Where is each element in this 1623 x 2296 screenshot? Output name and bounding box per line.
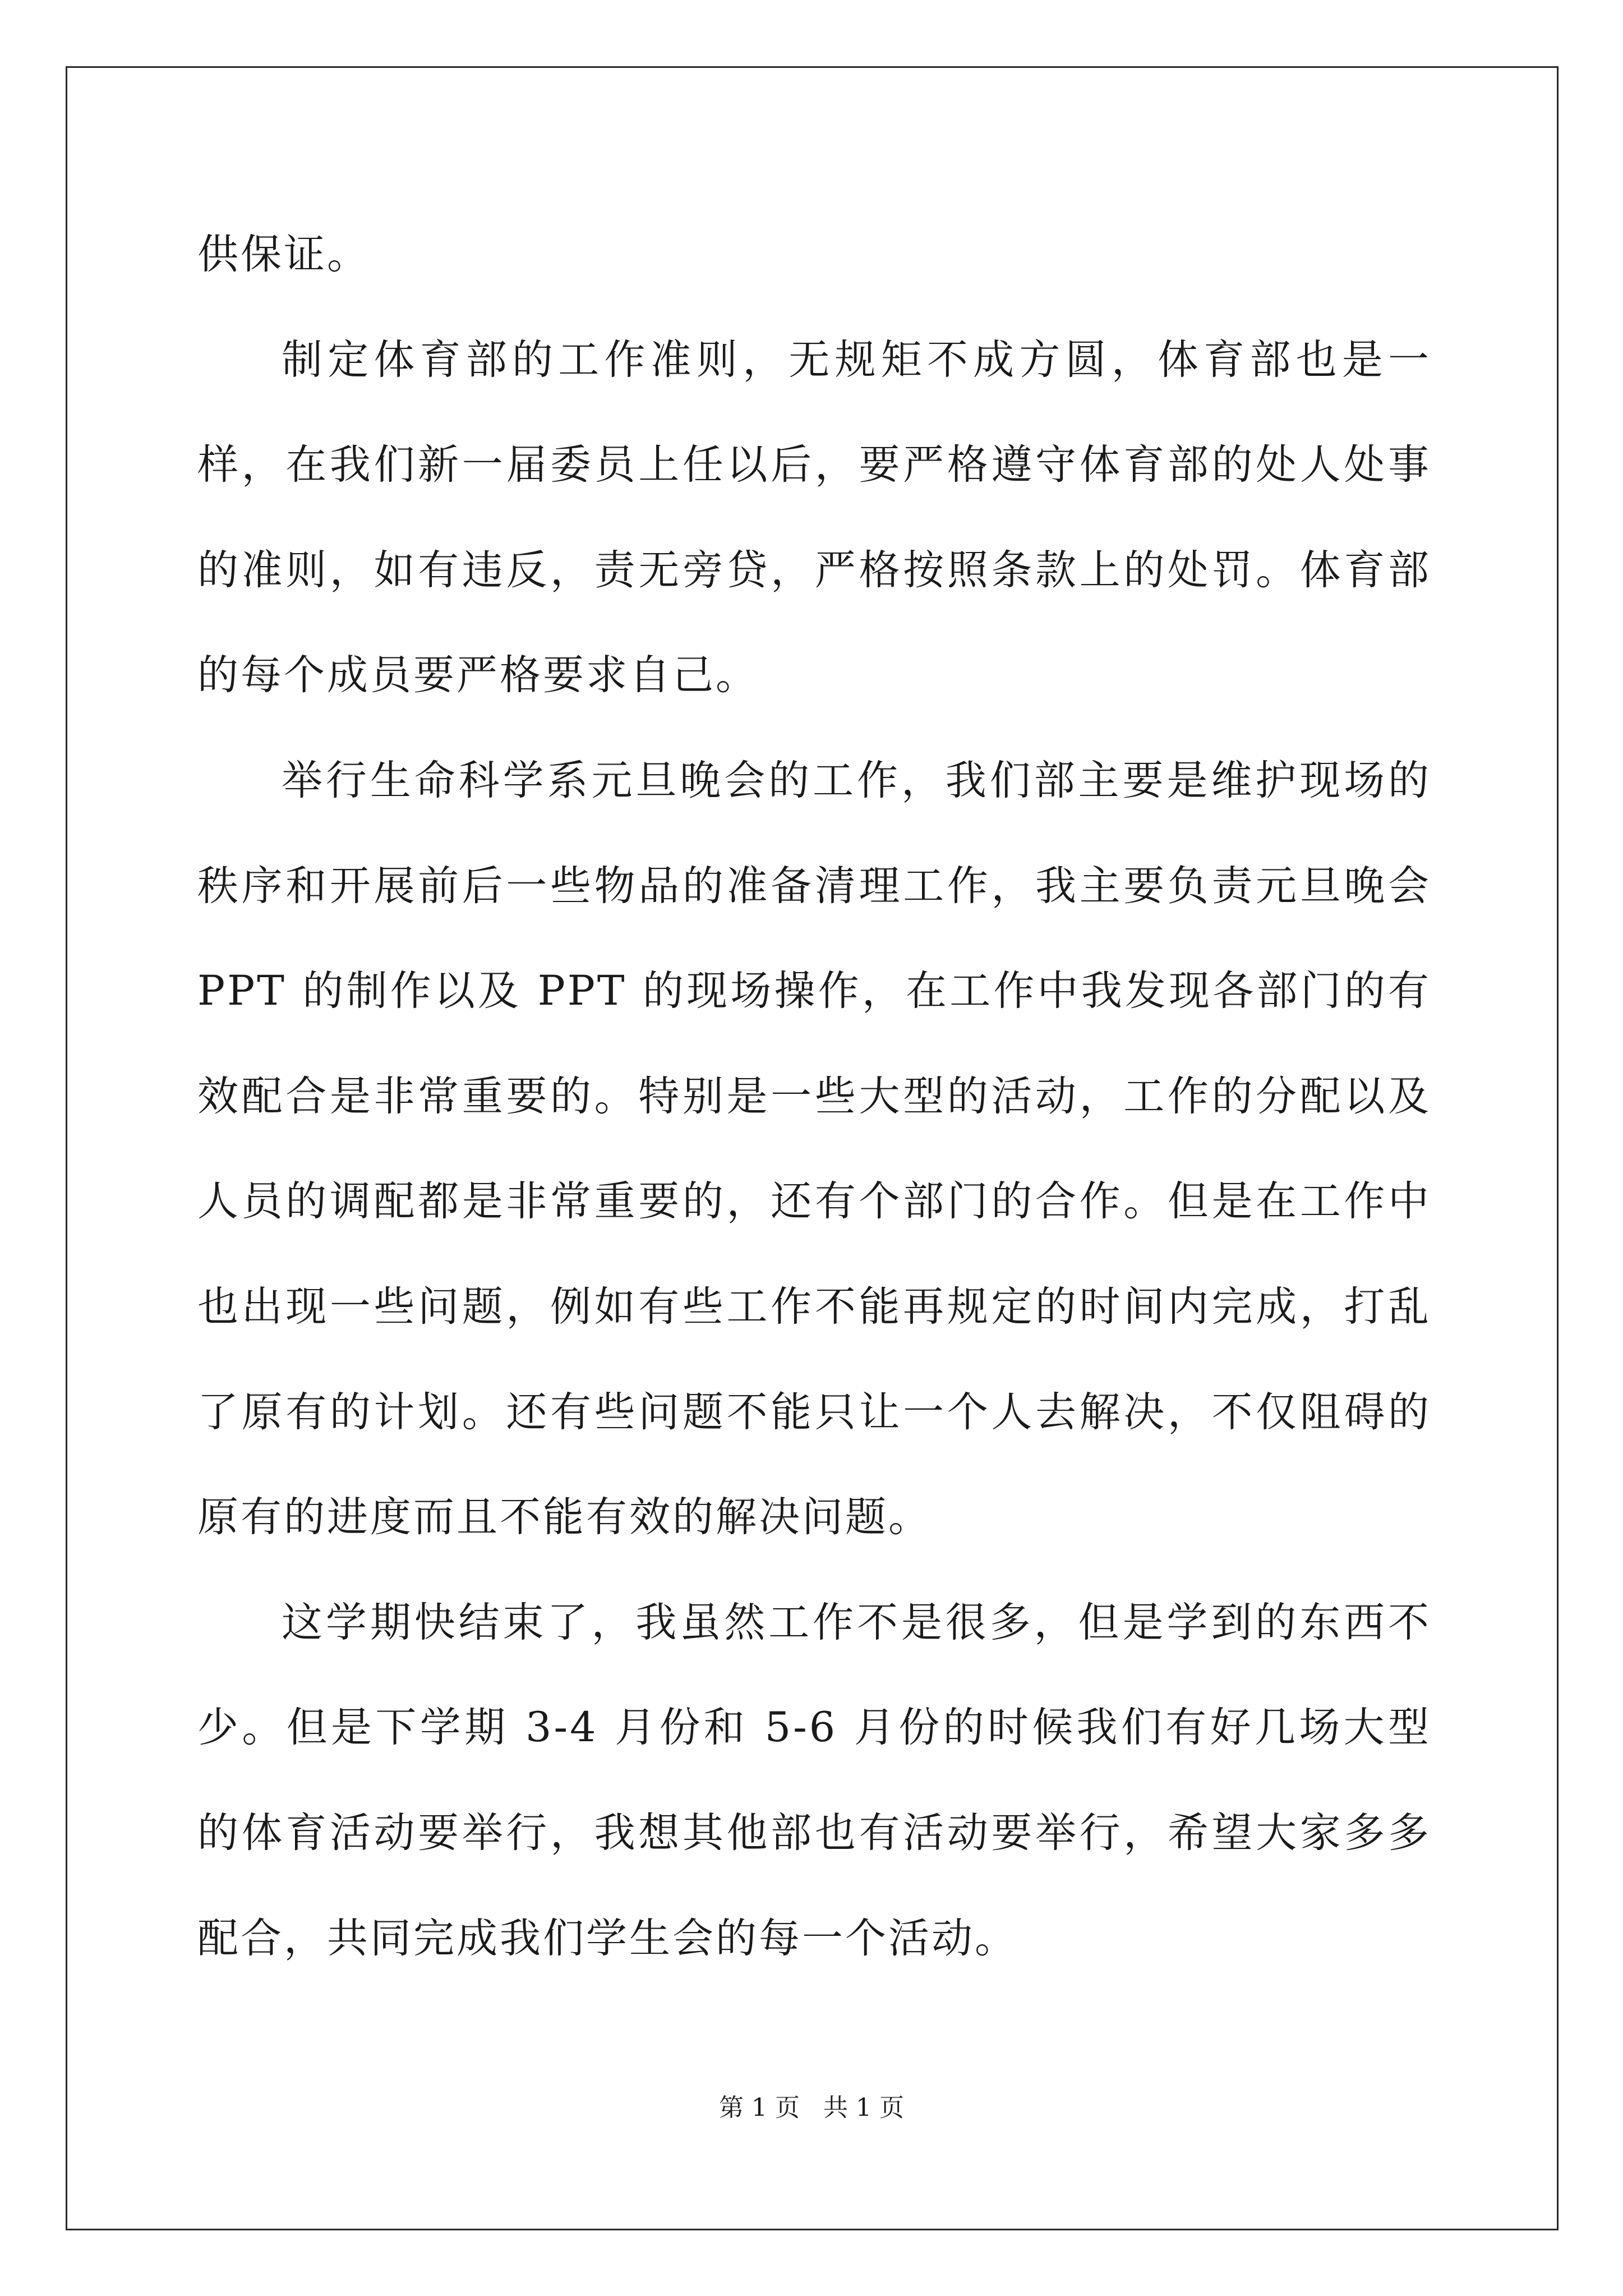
paragraph-1: 供保证。: [197, 231, 370, 278]
paragraph-4: 这学期快结束了，我虽然工作不是很多，但是学到的东西不少。但是下学期 3-4 月份和 5-6 月份的时候我们有好几场大型的体育活动要举行，我想其他部也有活动要举行，希望大家多多配合，共同完成我们学生会的每一个活动。: [197, 1598, 1431, 1962]
paragraph-2: 制定体育部的工作准则，无规矩不成方圆，体育部也是一样，在我们新一届委员上任以后，要严格遵守体育部的处人处事的准则，如有违反，责无旁贷，严格按照条款上的处罚。体育部的每个成员要严格要求自己。: [197, 335, 1431, 700]
paragraph-3: 举行生命科学系元旦晚会的工作，我们部主要是维护现场的秩序和开展前后一些物品的准备清理工作，我主要负责元旦晚会 PPT 的制作以及 PPT 的现场操作，在工作中我发现各部门的有效配合是非常重要的。特别是一些大型的活动，工作的分配以及人员的调配都是非常重要的，还有个部门的合作。但是在工作中也出现一些问题，例如有些工作不能再规定的时间内完成，打乱了原有的计划。还有些问题不能只让一个人去解决，不仅阻碍的原有的进度而且不能有效的解决问题。: [197, 756, 1431, 1542]
document-body: [197, 202, 1431, 1991]
page-footer: 第 1 页 共 1 页: [719, 2093, 904, 2122]
